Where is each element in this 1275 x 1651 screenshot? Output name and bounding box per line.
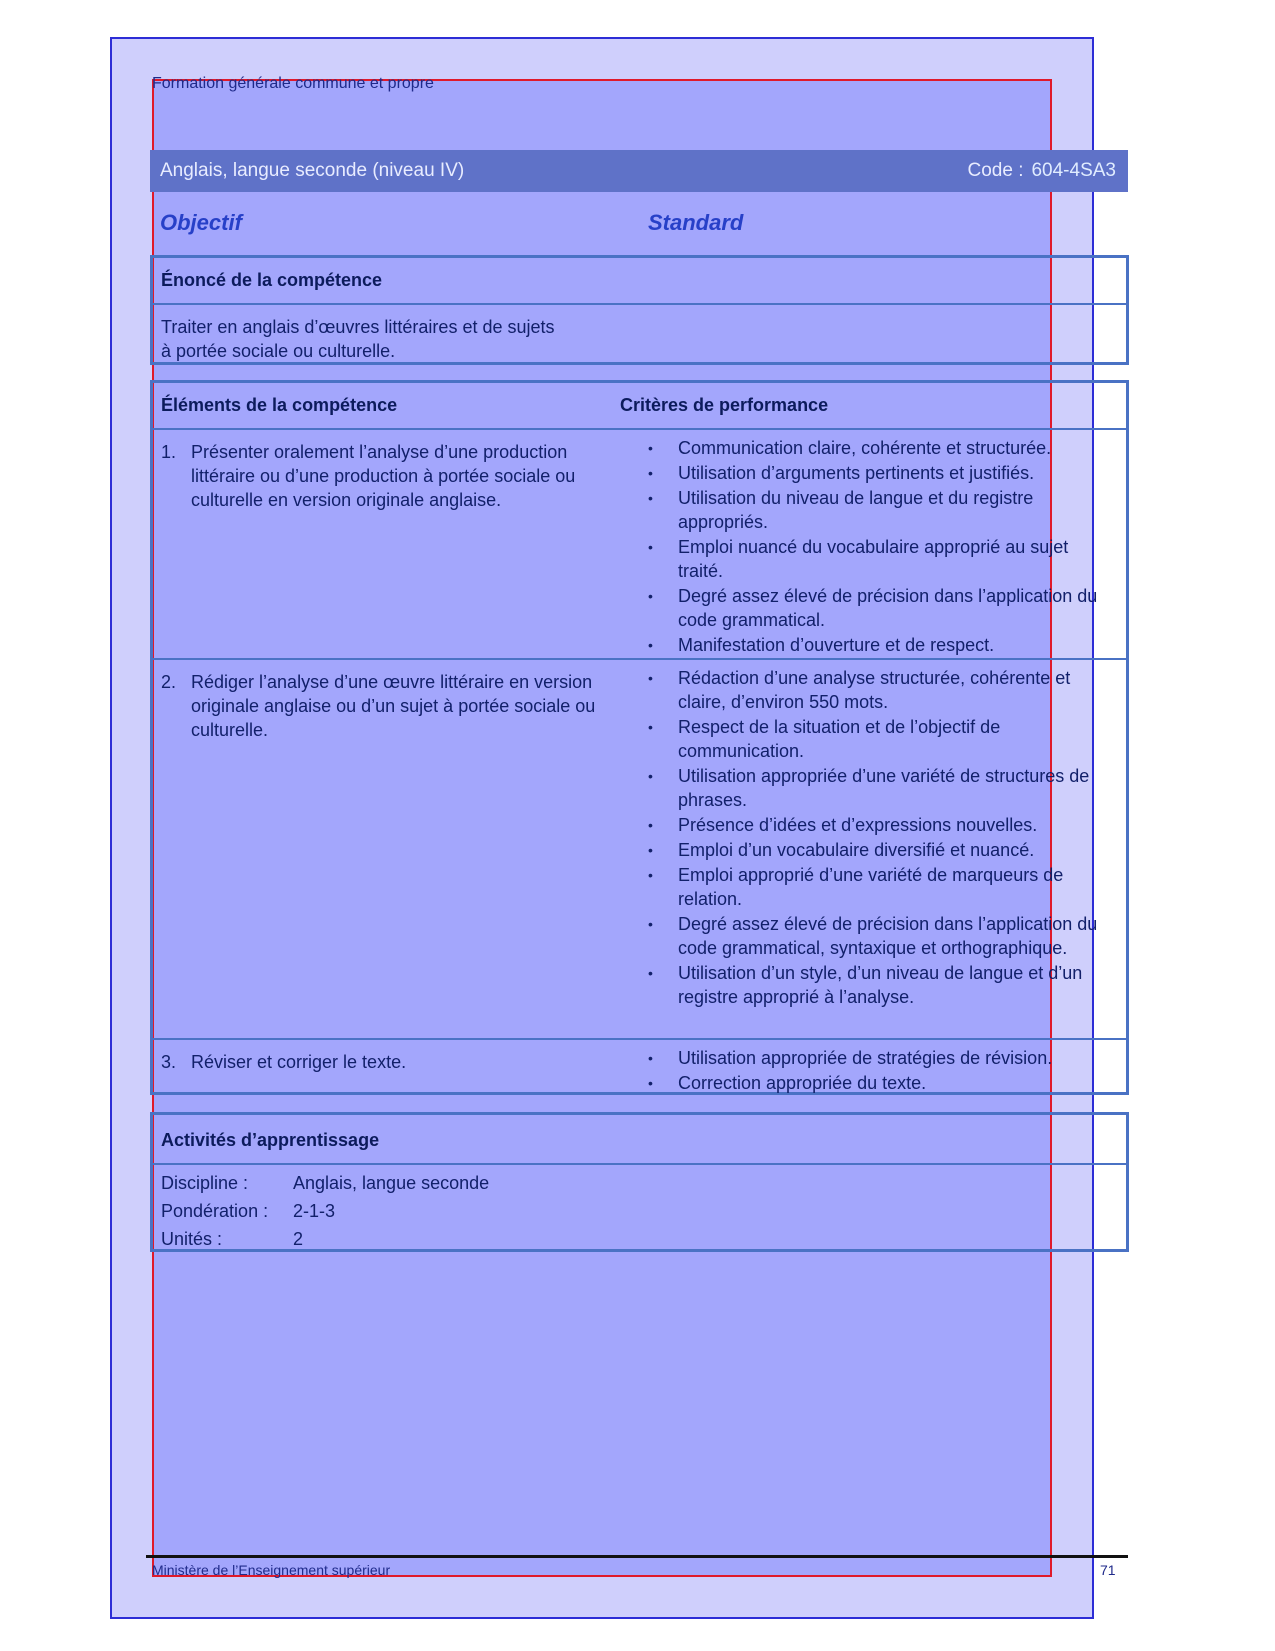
element-description: Rédiger l’analyse d’une œuvre littéraire en version originale anglaise ou d’un sujet à portée sociale ou culturelle.	[191, 672, 596, 740]
bullet-icon: •	[648, 1050, 653, 1066]
element-number: 2.	[161, 672, 177, 692]
page-number: 71	[1100, 1562, 1116, 1578]
criterion	[648, 863, 1118, 911]
bullet-icon: •	[648, 1075, 653, 1091]
course-title: Anglais, langue seconde (niveau IV)	[160, 160, 465, 181]
bullet-icon: •	[648, 465, 653, 481]
criterion	[648, 584, 1118, 632]
element-description: Présenter oralement l’analyse d’une production littéraire ou d’une production à portée sociale ou culturelle en version originale anglaise.	[191, 442, 576, 510]
element-row	[153, 428, 1126, 658]
criterion	[648, 961, 1118, 1009]
criterion	[648, 1071, 1118, 1095]
discipline-label: Discipline :	[161, 1173, 249, 1193]
bullet-icon: •	[648, 867, 653, 883]
enonce-section	[150, 255, 1129, 365]
ponderation-value: 2-1-3	[293, 1201, 336, 1221]
criterion	[648, 715, 1118, 763]
criterion-text: Correction appropriée du texte.	[678, 1073, 927, 1093]
criteria-list	[648, 1046, 1118, 1096]
elements-section	[150, 380, 1129, 1095]
unites-row	[161, 1225, 1126, 1253]
element-number: 3.	[161, 1052, 177, 1072]
criteres-title: Critères de performance	[620, 395, 829, 415]
objectif-heading: Objectif	[160, 210, 242, 235]
bullet-icon: •	[648, 539, 653, 555]
criterion-text: Emploi approprié d’une variété de marqueurs de relation.	[678, 865, 1064, 909]
criterion-text: Utilisation appropriée de stratégies de révision.	[678, 1048, 1053, 1068]
criterion-text: Emploi d’un vocabulaire diversifié et nuancé.	[678, 840, 1035, 860]
running-header: Formation générale commune et propre	[152, 75, 434, 92]
criterion	[648, 633, 1118, 657]
activites-title: Activités d’apprentissage	[161, 1130, 380, 1150]
bullet-icon: •	[648, 670, 653, 686]
element-row	[153, 658, 1126, 1038]
course-code	[968, 160, 1117, 182]
criterion	[648, 912, 1118, 960]
element-text	[161, 440, 621, 512]
ponderation-row	[161, 1197, 1126, 1225]
criterion	[648, 813, 1118, 837]
standard-heading: Standard	[648, 210, 744, 235]
element-row	[153, 1038, 1126, 1100]
enonce-text	[153, 305, 1126, 363]
criterion-text: Degré assez élevé de précision dans l’application du code grammatical.	[678, 586, 1098, 630]
criterion-text: Degré assez élevé de précision dans l’application du code grammatical, syntaxique et orthographique.	[678, 914, 1098, 958]
course-title-bar	[150, 150, 1128, 192]
discipline-value: Anglais, langue seconde	[293, 1173, 490, 1193]
element-description: Réviser et corriger le texte.	[191, 1052, 407, 1072]
course-code-label: Code :	[967, 160, 1024, 181]
criterion-text: Rédaction d’une analyse structurée, cohérente et claire, d’environ 550 mots.	[678, 668, 1071, 712]
element-number: 1.	[161, 442, 177, 462]
bullet-icon: •	[648, 490, 653, 506]
elements-title: Éléments de la compétence	[161, 395, 398, 415]
criteria-list	[648, 666, 1118, 1010]
bullet-icon: •	[648, 842, 653, 858]
criterion-text: Manifestation d’ouverture et de respect.	[678, 635, 995, 655]
criterion-text: Respect de la situation et de l’objectif de communication.	[678, 717, 1001, 761]
enonce-line: Traiter en anglais d’œuvres littéraires et de sujets	[161, 317, 555, 337]
criterion-text: Utilisation appropriée d’une variété de structures de phrases.	[678, 766, 1090, 810]
criteria-list	[648, 436, 1118, 658]
criterion	[648, 436, 1118, 460]
bullet-icon: •	[648, 637, 653, 653]
column-headings	[160, 210, 1060, 236]
bullet-icon: •	[648, 440, 653, 456]
criterion	[648, 486, 1118, 534]
criterion-text: Présence d’idées et d’expressions nouvelles.	[678, 815, 1038, 835]
activites-details	[153, 1165, 1126, 1253]
criterion-text: Communication claire, cohérente et structurée.	[678, 438, 1052, 458]
bullet-icon: •	[648, 588, 653, 604]
criterion	[648, 1046, 1118, 1070]
ponderation-label: Pondération :	[161, 1201, 269, 1221]
criterion-text: Utilisation d’un style, d’un niveau de langue et d’un registre approprié à l’analyse.	[678, 963, 1083, 1007]
elements-title-row	[153, 383, 1126, 428]
footer-ministry: Ministère de l’Enseignement supérieur	[152, 1562, 391, 1578]
activites-section	[150, 1112, 1129, 1252]
unites-value: 2	[293, 1229, 304, 1249]
discipline-row	[161, 1169, 1126, 1197]
bullet-icon: •	[648, 916, 653, 932]
criterion	[648, 764, 1118, 812]
bullet-icon: •	[648, 965, 653, 981]
criterion	[648, 666, 1118, 714]
bullet-icon: •	[648, 768, 653, 784]
enonce-title: Énoncé de la compétence	[161, 270, 383, 290]
footer-rule	[146, 1555, 1128, 1558]
bullet-icon: •	[648, 719, 653, 735]
criterion	[648, 838, 1118, 862]
unites-label: Unités :	[161, 1229, 223, 1249]
criterion-text: Emploi nuancé du vocabulaire approprié au sujet traité.	[678, 537, 1069, 581]
element-text	[161, 1050, 621, 1074]
criterion-text: Utilisation d’arguments pertinents et justifiés.	[678, 463, 1035, 483]
criterion	[648, 535, 1118, 583]
course-code-value: 604-4SA3	[1031, 160, 1116, 181]
criterion-text: Utilisation du niveau de langue et du registre appropriés.	[678, 488, 1034, 532]
criterion	[648, 461, 1118, 485]
enonce-line: à portée sociale ou culturelle.	[161, 341, 396, 361]
bullet-icon: •	[648, 817, 653, 833]
element-text	[161, 670, 621, 742]
